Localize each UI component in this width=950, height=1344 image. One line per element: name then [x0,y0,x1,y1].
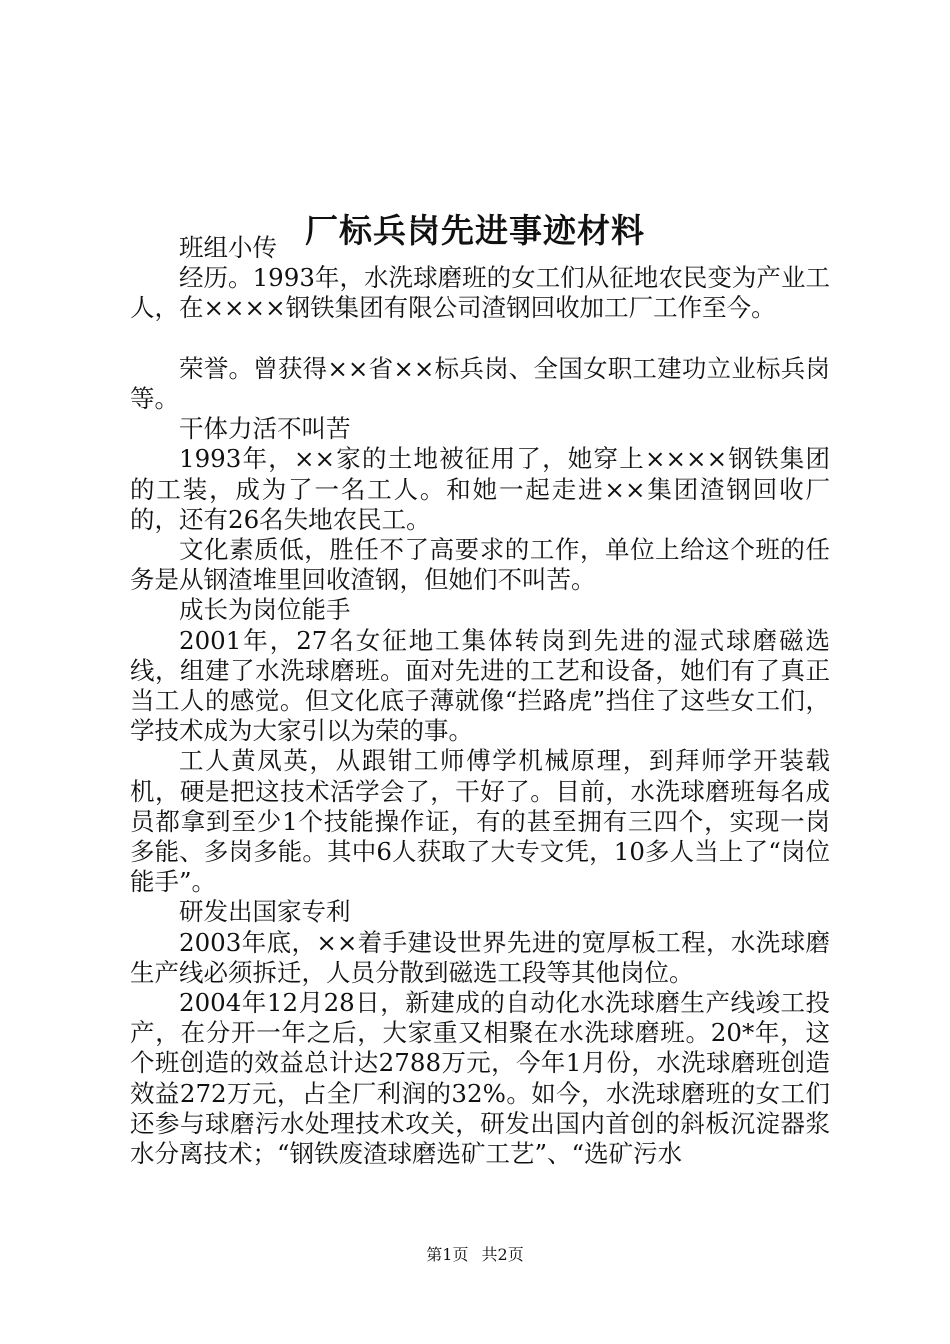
blank-line [130,324,830,354]
paragraph-2003: 2003年底，××着手建设世界先进的宽厚板工程，水洗球磨生产线必须拆迁，人员分散到磁选工段等其他岗位。 [130,927,830,987]
paragraph-honors: 荣誉。曾获得××省××标兵岗、全国女职工建功立业标兵岗等。 [130,353,830,413]
document-body [130,233,830,1169]
page-number: 第1页 [426,1245,469,1264]
section-heading-skilled: 成长为岗位能手 [179,595,351,625]
paragraph-1993: 1993年，××家的土地被征用了，她穿上××××钢铁集团的工装，成为了一名工人。和她一起走进××集团渣钢回收厂的，还有26名失地农民工。 [130,444,830,534]
paragraph-huang-fengying: 工人黄凤英，从跟钳工师傅学机械原理，到拜师学开装载机，硬是把这技术活学会了，干好了。目前，水洗球磨班每名成员都拿到至少1个技能操作证，有的甚至拥有三四个，实现一岗多能、多岗多能。其中6人获取了大专文凭，10多人当上了“岗位能手”。 [130,746,830,897]
section-heading-team-bio: 班组小传 [179,233,277,262]
page-total: 共2页 [481,1245,524,1264]
paragraph-2001: 2001年，27名女征地工集体转岗到先进的湿式球磨磁选线，组建了水洗球磨班。面对先进的工艺和设备，她们有了真正当工人的感觉。但文化底子薄就像“拦路虎”挡住了这些女工们，学技术成为大家引以为荣的事。 [130,625,830,746]
page-title: 厂标兵岗先进事迹材料 [305,211,645,251]
paragraph-history: 经历。1993年，水洗球磨班的女工们从征地农民变为产业工人，在××××钢铁集团有限公司渣钢回收加工厂工作至今。 [130,263,830,323]
page-footer [0,1244,950,1266]
paragraph-low-education: 文化素质低，胜任不了高要求的工作，单位上给这个班的任务是从钢渣堆里回收渣钢，但她们不叫苦。 [130,535,830,595]
paragraph-2004: 2004年12月28日，新建成的自动化水洗球磨生产线竣工投产，在分开一年之后，大家重又相聚在水洗球磨班。20*年，这个班创造的效益总计达2788万元，今年1月份，水洗球磨班创造效益272万元，占全厂利润的32%。如今，水洗球磨班的女工们还参与球磨污水处理技术攻关，研发出国内首创的斜板沉淀器浆水分离技术；“钢铁废渣球磨选矿工艺”、“选矿污水 [130,988,830,1169]
section-heading-patent: 研发出国家专利 [179,897,351,927]
section-heading-hard-work: 干体力活不叫苦 [179,414,351,444]
